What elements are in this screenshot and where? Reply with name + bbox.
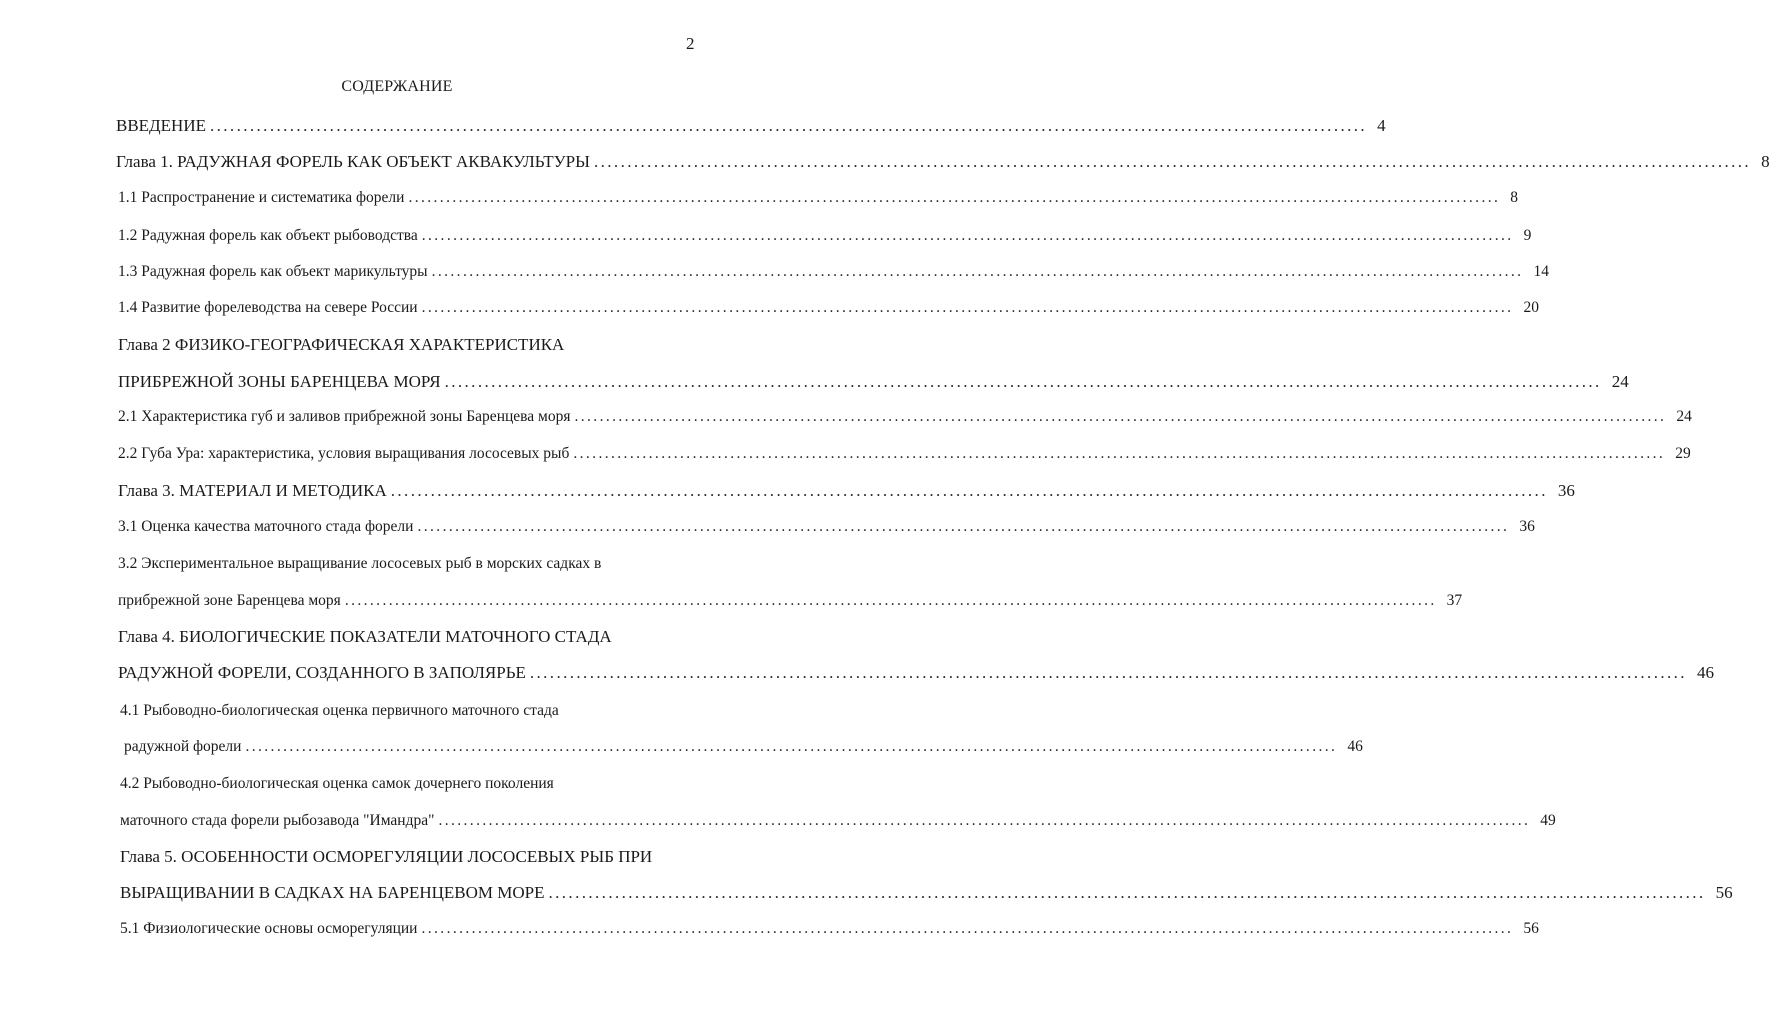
toc-entry-text: РАДУЖНОЙ ФОРЕЛИ, СОЗДАННОГО В ЗАПОЛЯРЬЕ [118, 663, 526, 682]
toc-entry-text: 2.1 Характеристика губ и заливов прибрежной зоны Баренцева моря [118, 408, 571, 425]
dot-leader: .............................................................................................................................................................................. [421, 920, 1514, 937]
toc-entry-page: 36 [1519, 518, 1535, 535]
dot-leader: .............................................................................................................................................................................. [438, 812, 1531, 829]
dot-leader: .............................................................................................................................................................................. [421, 299, 1514, 316]
toc-entry-page: 56 [1523, 920, 1539, 937]
toc-entry-chapter-1[interactable] [116, 152, 1770, 172]
toc-entry-3-2-line-1[interactable] [118, 555, 678, 573]
toc-entry-1-3[interactable] [118, 263, 1549, 281]
toc-entry-chapter-4-line-2[interactable] [118, 663, 1714, 683]
toc-entry-1-1[interactable] [118, 189, 1519, 207]
dot-leader: .............................................................................................................................................................................. [548, 883, 1706, 902]
toc-entry-chapter-2-line-2[interactable] [118, 372, 1629, 392]
toc-entry-text: 1.4 Развитие форелеводства на севере России [118, 299, 418, 316]
toc-entry-text: Глава 3. МАТЕРИАЛ И МЕТОДИКА [118, 481, 387, 500]
toc-entry-text: 1.2 Радужная форель как объект рыбоводства [118, 227, 418, 244]
toc-entry-text: 3.1 Оценка качества маточного стада форели [118, 518, 414, 535]
toc-entry-5-1[interactable] [120, 920, 1539, 938]
toc-entry-1-4[interactable] [118, 299, 1539, 317]
toc-entry-1-2[interactable] [118, 227, 1532, 245]
dot-leader: .............................................................................................................................................................................. [408, 189, 1501, 206]
toc-entry-page: 4 [1377, 116, 1386, 135]
toc-entry-text: Глава 5. ОСОБЕННОСТИ ОСМОРЕГУЛЯЦИИ ЛОСОСЕВЫХ РЫБ ПРИ [120, 847, 653, 866]
toc-entry-page: 36 [1557, 481, 1575, 500]
toc-entry-page: 24 [1611, 372, 1629, 391]
toc-entry-page: 14 [1533, 263, 1549, 280]
dot-leader: .............................................................................................................................................................................. [573, 445, 1666, 462]
page-title: СОДЕРЖАНИЕ [341, 78, 453, 95]
page-number: 2 [686, 34, 695, 53]
dot-leader: .............................................................................................................................................................................. [344, 592, 1437, 609]
toc-entry-text: радужной форели [124, 738, 242, 755]
toc-entry-page: 8 [1761, 152, 1770, 171]
toc-entry-2-1[interactable] [118, 408, 1692, 426]
dot-leader: .............................................................................................................................................................................. [421, 227, 1514, 244]
toc-entry-text: ВВЕДЕНИЕ [116, 116, 206, 135]
toc-entry-page: 24 [1676, 408, 1692, 425]
dot-leader: .............................................................................................................................................................................. [390, 481, 1548, 500]
dot-leader: .............................................................................................................................................................................. [245, 738, 1338, 755]
toc-entry-text: Глава 1. РАДУЖНАЯ ФОРЕЛЬ КАК ОБЪЕКТ АКВАКУЛЬТУРЫ [116, 152, 590, 171]
dot-leader: .............................................................................................................................................................................. [431, 263, 1524, 280]
toc-entry-page: 46 [1696, 663, 1714, 682]
toc-entry-3-2-line-2[interactable] [118, 592, 1463, 610]
toc-entry-2-2[interactable] [118, 445, 1691, 463]
toc-entry-page: 8 [1510, 189, 1519, 206]
toc-entry-text: маточного стада форели рыбозавода "Имандра" [120, 812, 435, 829]
toc-entry-page: 20 [1523, 299, 1539, 316]
toc-entry-text: 1.1 Распространение и систематика форели [118, 189, 405, 206]
toc-entry-4-2-line-1[interactable] [120, 775, 680, 793]
toc-entry-text: Глава 4. БИОЛОГИЧЕСКИЕ ПОКАЗАТЕЛИ МАТОЧНОГО СТАДА [118, 627, 612, 646]
dot-leader: .............................................................................................................................................................................. [417, 518, 1510, 535]
toc-entry-chapter-3[interactable] [118, 481, 1575, 501]
toc-entry-text: 3.2 Экспериментальное выращивание лососевых рыб в морских садках в [118, 555, 602, 572]
toc-entry-text: 4.2 Рыбоводно-биологическая оценка самок дочернего поколения [120, 775, 554, 792]
dot-leader: .............................................................................................................................................................................. [574, 408, 1667, 425]
toc-entry-text: 1.3 Радужная форель как объект марикультуры [118, 263, 428, 280]
toc-entry-4-2-line-2[interactable] [120, 812, 1556, 830]
toc-entry-page: 29 [1675, 445, 1691, 462]
toc-entry-chapter-2-line-1[interactable] [118, 335, 678, 355]
toc-entry-4-1-line-1[interactable] [120, 702, 680, 720]
toc-entry-text: Глава 2 ФИЗИКО-ГЕОГРАФИЧЕСКАЯ ХАРАКТЕРИСТИКА [118, 335, 565, 354]
toc-entry-page: 49 [1540, 812, 1556, 829]
dot-leader: .............................................................................................................................................................................. [444, 372, 1602, 391]
toc-entry-text: 5.1 Физиологические основы осморегуляции [120, 920, 418, 937]
toc-entry-page: 9 [1523, 227, 1532, 244]
toc-entry-chapter-4-line-1[interactable] [118, 627, 678, 647]
toc-entry-text: 2.2 Губа Ура: характеристика, условия выращивания лососевых рыб [118, 445, 570, 462]
toc-entry-introduction[interactable] [116, 116, 1386, 136]
toc-entry-text: ПРИБРЕЖНОЙ ЗОНЫ БАРЕНЦЕВА МОРЯ [118, 372, 441, 391]
toc-entry-page: 56 [1715, 883, 1733, 902]
toc-entry-chapter-5-line-2[interactable] [120, 883, 1733, 903]
dot-leader: .............................................................................................................................................................................. [593, 152, 1752, 171]
toc-entry-text: 4.1 Рыбоводно-биологическая оценка первичного маточного стада [120, 702, 559, 719]
toc-entry-chapter-5-line-1[interactable] [120, 847, 680, 867]
toc-entry-text: прибрежной зоне Баренцева моря [118, 592, 341, 609]
toc-entry-4-1-line-2[interactable] [124, 738, 1363, 756]
toc-entry-page: 37 [1446, 592, 1463, 609]
dot-leader: .............................................................................................................................................................................. [209, 116, 1368, 135]
toc-entry-3-1[interactable] [118, 518, 1535, 536]
toc-entry-page: 46 [1347, 738, 1363, 755]
dot-leader: .............................................................................................................................................................................. [529, 663, 1687, 682]
toc-entry-text: ВЫРАЩИВАНИИ В САДКАХ НА БАРЕНЦЕВОМ МОРЕ [120, 883, 545, 902]
